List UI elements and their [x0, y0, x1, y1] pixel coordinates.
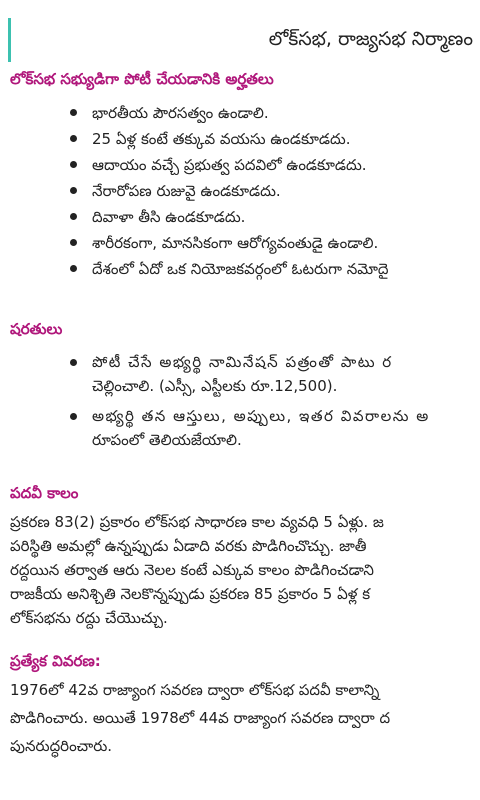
title-bar — [8, 18, 480, 62]
conditions-heading: షరతులు — [10, 320, 63, 338]
conditions-list — [10, 350, 480, 452]
paragraph-line: రద్దయిన తర్వాత ఆరు నెలల కంటే ఎక్కువ కాలం పొడిగించడాని — [10, 561, 374, 579]
special-heading: ప్రత్యేక వివరణ: — [10, 652, 101, 670]
list-item: 25 ఏళ్ల కంటే తక్కువ వయసు ఉండకూడదు. — [10, 126, 480, 152]
section-qualifications — [10, 70, 480, 282]
list-item: భారతీయ పౌరసత్వం ఉండాలి. — [10, 100, 480, 126]
paragraph-line: పొడిగించారు. అయితే 1978లో 44వ రాజ్యాంగ సవరణ ద్వారా ద — [10, 709, 391, 727]
paragraph-line: ప్రకరణ 83(2) ప్రకారం లోక్‌సభ సాధారణ కాల వ్యవధి 5 ఏళ్లు. జ — [10, 513, 384, 531]
special-paragraph — [10, 678, 480, 758]
bullet-icon — [70, 135, 77, 142]
list-item: ఆదాయం వచ్చే ప్రభుత్వ పదవిలో ఉండకూడదు. — [10, 152, 480, 178]
paragraph-line: పరిస్థితి అమల్లో ఉన్నప్పుడు ఏడాది వరకు పొడిగించొచ్చు. జాతీ — [10, 537, 367, 555]
list-item: అభ్యర్థి తన ఆస్తులు, అప్పులు, ఇతర వివరాలను అ రూపంలో తెలియజేయాలి. — [10, 404, 480, 452]
paragraph-line: లోక్‌సభను రద్దు చేయొచ్చు. — [10, 609, 168, 627]
paragraph-line: పునరుద్ధరించారు. — [10, 737, 113, 755]
bullet-icon — [70, 161, 77, 168]
page-title: లోక్‌సభ, రాజ్యసభ నిర్మాణం — [268, 28, 473, 50]
section-special — [10, 652, 480, 758]
qualifications-heading: లోక్‌సభ సభ్యుడిగా పోటీ చేయడానికి అర్హతలు — [10, 70, 274, 88]
list-item: నేరారోపణ రుజువై ఉండకూడదు. — [10, 178, 480, 204]
tenure-heading: పదవీ కాలం — [10, 484, 79, 502]
bullet-icon — [70, 239, 77, 246]
bullet-icon — [70, 359, 77, 366]
bullet-icon — [70, 413, 77, 420]
qualifications-list — [10, 100, 480, 282]
bullet-icon — [70, 187, 77, 194]
bullet-icon — [70, 265, 77, 272]
list-item: దివాళా తీసి ఉండకూడదు. — [10, 204, 480, 230]
paragraph-line: రాజకీయ అనిశ్చితి నెలకొన్నప్పుడు ప్రకరణ 85 ప్రకారం 5 ఏళ్ల క — [10, 585, 371, 603]
section-conditions — [10, 320, 480, 452]
list-item: దేశంలో ఏదో ఒక నియోజకవర్గంలో ఓటరుగా నమోదై — [10, 256, 480, 282]
list-item: పోటీ చేసే అభ్యర్థి నామినేషన్ పత్రంతో పాటు ర చెల్లించాలి. (ఎస్సీ, ఎస్టీలకు రూ.12,500). — [10, 350, 480, 398]
bullet-icon — [70, 109, 77, 116]
tenure-paragraph — [10, 510, 480, 630]
list-item: శారీరకంగా, మానసికంగా ఆరోగ్యవంతుడై ఉండాలి. — [10, 230, 480, 256]
bullet-icon — [70, 213, 77, 220]
paragraph-line: 1976లో 42వ రాజ్యాంగ సవరణ ద్వారా లోక్‌సభ పదవీ కాలాన్ని — [10, 681, 380, 699]
section-tenure — [10, 484, 480, 630]
